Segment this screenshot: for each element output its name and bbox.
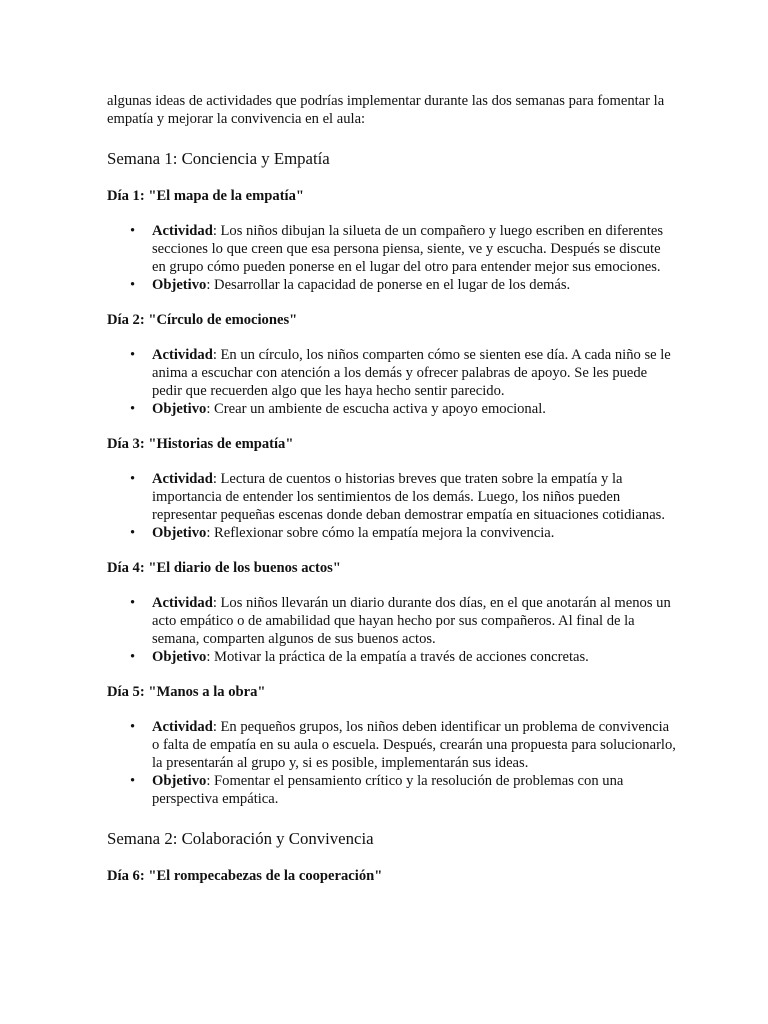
day-section [107, 683, 677, 808]
day-heading: Día 3: "Historias de empatía" [107, 436, 294, 452]
objective-label: Objetivo [152, 773, 207, 789]
objective-text: : Fomentar el pensamiento crítico y la resolución de problemas con una perspectiva empática. [152, 773, 624, 807]
day-heading: Día 5: "Manos a la obra" [107, 684, 266, 700]
activity-text: : Los niños llevarán un diario durante dos días, en el que anotarán al menos un acto empático o de amabilidad que hayan hecho por sus compañeros. Al final de la semana, comparten algunos de sus buenos actos. [152, 595, 671, 647]
activity-item [152, 346, 677, 400]
day-heading: Día 2: "Círculo de emociones" [107, 312, 298, 328]
objective-text: : Crear un ambiente de escucha activa y apoyo emocional. [206, 401, 546, 417]
day-list [107, 594, 677, 666]
day-list [107, 346, 677, 418]
day-list [107, 718, 677, 808]
activity-text: : Lectura de cuentos o historias breves que traten sobre la empatía y la importancia de entender los sentimientos de los demás. Luego, los niños pueden representar pequeñas escenas donde deban demostrar empatía en situaciones cotidianas. [152, 471, 666, 523]
activity-label: Actividad [152, 595, 213, 611]
day-section [107, 187, 677, 294]
day-section [107, 559, 677, 666]
objective-item [152, 648, 677, 666]
activity-label: Actividad [152, 223, 213, 239]
activity-item [152, 222, 677, 276]
activity-label: Actividad [152, 347, 213, 363]
document-page [107, 92, 677, 885]
activity-item [152, 470, 677, 524]
day-heading: Día 4: "El diario de los buenos actos" [107, 560, 341, 576]
activity-label: Actividad [152, 719, 213, 735]
day-list [107, 222, 677, 294]
objective-item [152, 400, 677, 418]
objective-label: Objetivo [152, 277, 207, 293]
week2-heading: Semana 2: Colaboración y Convivencia [107, 829, 374, 848]
objective-label: Objetivo [152, 525, 207, 541]
day-heading: Día 1: "El mapa de la empatía" [107, 188, 305, 204]
activity-item [152, 594, 677, 648]
objective-text: : Motivar la práctica de la empatía a través de acciones concretas. [206, 649, 589, 665]
objective-item [152, 772, 677, 808]
activity-item [152, 718, 677, 772]
intro-paragraph: algunas ideas de actividades que podrías implementar durante las dos semanas para fomentar la empatía y mejorar la convivencia en el aula: [107, 93, 665, 127]
day-section [107, 435, 677, 542]
activity-text: : En pequeños grupos, los niños deben identificar un problema de convivencia o falta de empatía en su aula o escuela. Después, crearán una propuesta para solucionarlo, la presentarán al grupo y, si es posible, implementarán sus ideas. [152, 719, 676, 771]
objective-item [152, 276, 677, 294]
day-section [107, 311, 677, 418]
objective-label: Objetivo [152, 649, 207, 665]
activity-label: Actividad [152, 471, 213, 487]
activity-text: : Los niños dibujan la silueta de un compañero y luego escriben en diferentes secciones lo que creen que esa persona piensa, siente, ve y escucha. Después se discute en grupo cómo pueden ponerse en el lugar del otro para entender mejor sus emociones. [152, 223, 664, 275]
objective-text: : Reflexionar sobre cómo la empatía mejora la convivencia. [206, 525, 555, 541]
objective-text: : Desarrollar la capacidad de ponerse en el lugar de los demás. [206, 277, 571, 293]
objective-item [152, 524, 677, 542]
day6-heading: Día 6: "El rompecabezas de la cooperación" [107, 868, 383, 884]
week1-heading: Semana 1: Conciencia y Empatía [107, 149, 330, 168]
objective-label: Objetivo [152, 401, 207, 417]
day-list [107, 470, 677, 542]
activity-text: : En un círculo, los niños comparten cómo se sienten ese día. A cada niño se le anima a escuchar con atención a los demás y ofrecer palabras de apoyo. Se les puede pedir que recuerden algo que les haya hecho sentir parecido. [152, 347, 671, 399]
